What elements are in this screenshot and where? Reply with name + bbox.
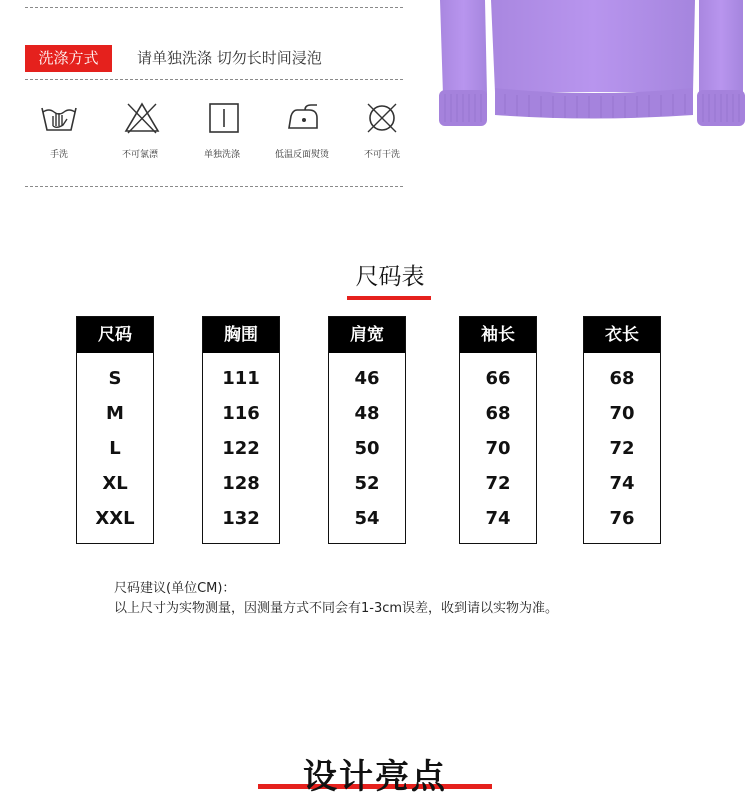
column-header-chest: 胸围 (203, 317, 279, 353)
table-cell: 74 (609, 473, 635, 494)
low-temp-iron-icon (283, 100, 323, 136)
size-chart-title: 尺码表 (355, 264, 425, 290)
table-cell: M (106, 403, 124, 424)
no-bleach-icon (122, 100, 162, 136)
table-cell: 50 (354, 438, 380, 459)
table-cell: 122 (222, 438, 260, 459)
table-cell: XXL (95, 508, 135, 529)
no-dry-clean-icon (362, 100, 402, 136)
table-cell: 132 (222, 508, 260, 529)
length-column (583, 316, 661, 544)
table-cell: 74 (485, 508, 511, 529)
table-cell: 48 (354, 403, 380, 424)
column-header-sleeve: 袖长 (460, 317, 536, 353)
table-cell: 68 (485, 403, 511, 424)
table-cell: 70 (609, 403, 635, 424)
table-cell: 46 (354, 368, 380, 389)
table-cell: 76 (609, 508, 635, 529)
size-note-title: 尺码建议(单位CM)： (114, 581, 236, 596)
care-label-low-temp-iron: 低温反面熨烫 (274, 150, 329, 160)
column-header-size: 尺码 (77, 317, 153, 353)
column-header-shoulder: 肩宽 (329, 317, 405, 353)
design-highlights-title: 设计亮点 (303, 757, 447, 797)
size-chart-title-underline (347, 296, 431, 300)
chest-column (202, 316, 280, 544)
table-cell: 72 (485, 473, 511, 494)
column-header-length: 衣长 (584, 317, 660, 353)
table-cell: 116 (222, 403, 260, 424)
care-label-wash-separately: 单独洗涤 (203, 150, 240, 160)
shoulder-column (328, 316, 406, 544)
sleeve-column (459, 316, 537, 544)
care-label-no-dry-clean: 不可干洗 (363, 150, 400, 160)
care-label-no-bleach: 不可氯漂 (121, 150, 158, 160)
table-cell: 72 (609, 438, 635, 459)
hand-wash-icon (39, 100, 79, 136)
wash-instruction: 请单独洗涤 切勿长时间浸泡 (137, 49, 322, 67)
divider-care-bottom (25, 186, 403, 187)
size-note-body: 以上尺寸为实物测量，因测量方式不同会有1-3cm误差，收到请以实物为准。 (114, 601, 559, 616)
wash-separately-icon (204, 100, 244, 136)
table-cell: 66 (485, 368, 511, 389)
table-cell: 70 (485, 438, 511, 459)
table-cell: 52 (354, 473, 380, 494)
table-cell: S (108, 368, 122, 389)
table-cell: 68 (609, 368, 635, 389)
care-label-hand-wash: 手洗 (49, 150, 68, 160)
table-cell: 128 (222, 473, 260, 494)
table-cell: XL (102, 473, 128, 494)
table-cell: L (109, 438, 121, 459)
table-cell: 111 (222, 368, 260, 389)
size-column (76, 316, 154, 544)
table-cell: 54 (354, 508, 380, 529)
divider-care-top (25, 79, 403, 80)
sweatshirt-image (425, 0, 750, 135)
wash-method-tag: 洗涤方式 (25, 45, 112, 72)
divider-top (25, 7, 403, 8)
